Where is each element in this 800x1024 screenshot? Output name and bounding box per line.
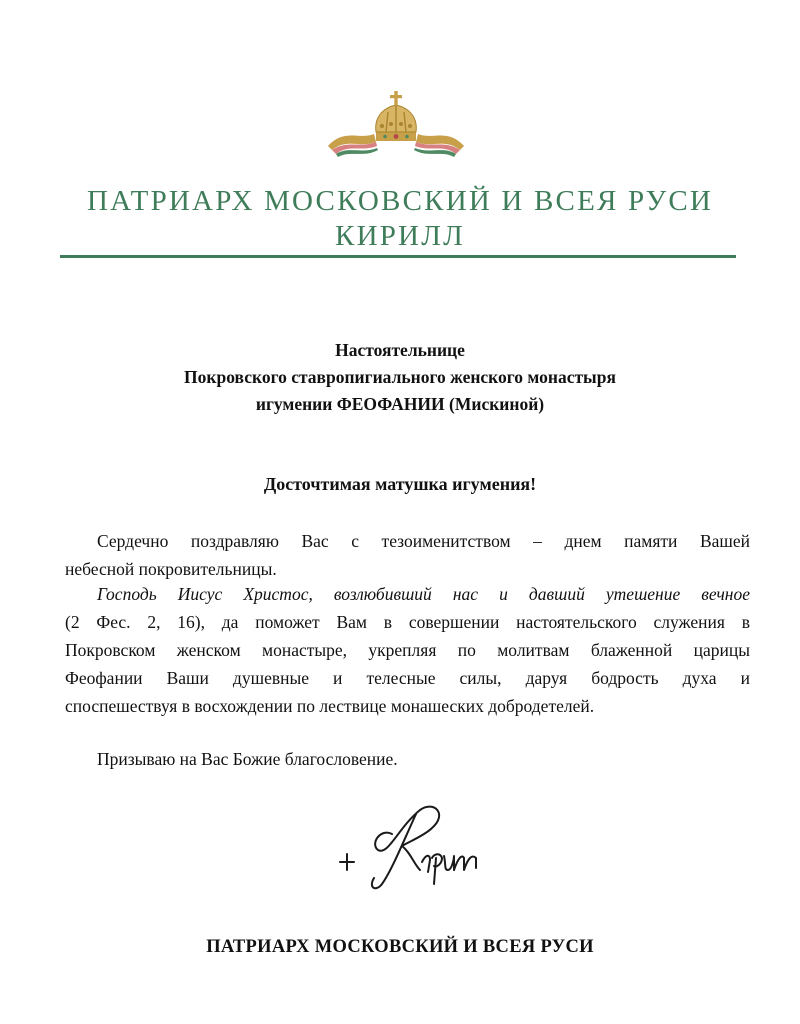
paragraph-2-line-5: споспешествуя в восхождении по лествице монашеских добродетелей. bbox=[65, 696, 595, 716]
addressee-line-1: Настоятельнице bbox=[335, 340, 465, 360]
paragraph-2-line-1: Господь Иисус Христос, возлюбивший нас и давший утешение вечное bbox=[97, 584, 750, 604]
paragraph-2-line-3: Покровском женском монастыре, укрепляя по молитвам блаженной царицы bbox=[65, 640, 750, 660]
paragraph-1-line-1: Сердечно поздравляю Вас с тезоименитством – днем памяти Вашей bbox=[97, 531, 750, 551]
letterhead-name: КИРИЛЛ bbox=[335, 220, 465, 252]
footer-signatory-title: ПАТРИАРХ МОСКОВСКИЙ И ВСЕЯ РУСИ bbox=[206, 937, 594, 957]
paragraph-2-line-4: Феофании Ваши душевные и телесные силы, даруя бодрость духа и bbox=[65, 668, 750, 688]
header-divider bbox=[60, 255, 736, 258]
handwritten-signature bbox=[330, 788, 490, 898]
letterhead-title: ПАТРИАРХ МОСКОВСКИЙ И ВСЕЯ РУСИ bbox=[86, 185, 714, 217]
paragraph-1-line-2: небесной покровительницы. bbox=[65, 559, 277, 579]
addressee-line-3: игумении ФЕОФАНИИ (Мискиной) bbox=[255, 394, 545, 414]
salutation: Досточтимая матушка игумения! bbox=[263, 474, 537, 494]
paragraph-2-line-2: (2 Фес. 2, 16), да поможет Вам в совершении настоятельского служения в bbox=[65, 612, 750, 632]
blessing-paragraph: Призываю на Вас Божие благословение. bbox=[97, 749, 398, 769]
addressee-line-2: Покровского ставропигиального женского монастыря bbox=[184, 367, 616, 387]
patriarchal-crown-emblem-icon bbox=[326, 88, 466, 160]
